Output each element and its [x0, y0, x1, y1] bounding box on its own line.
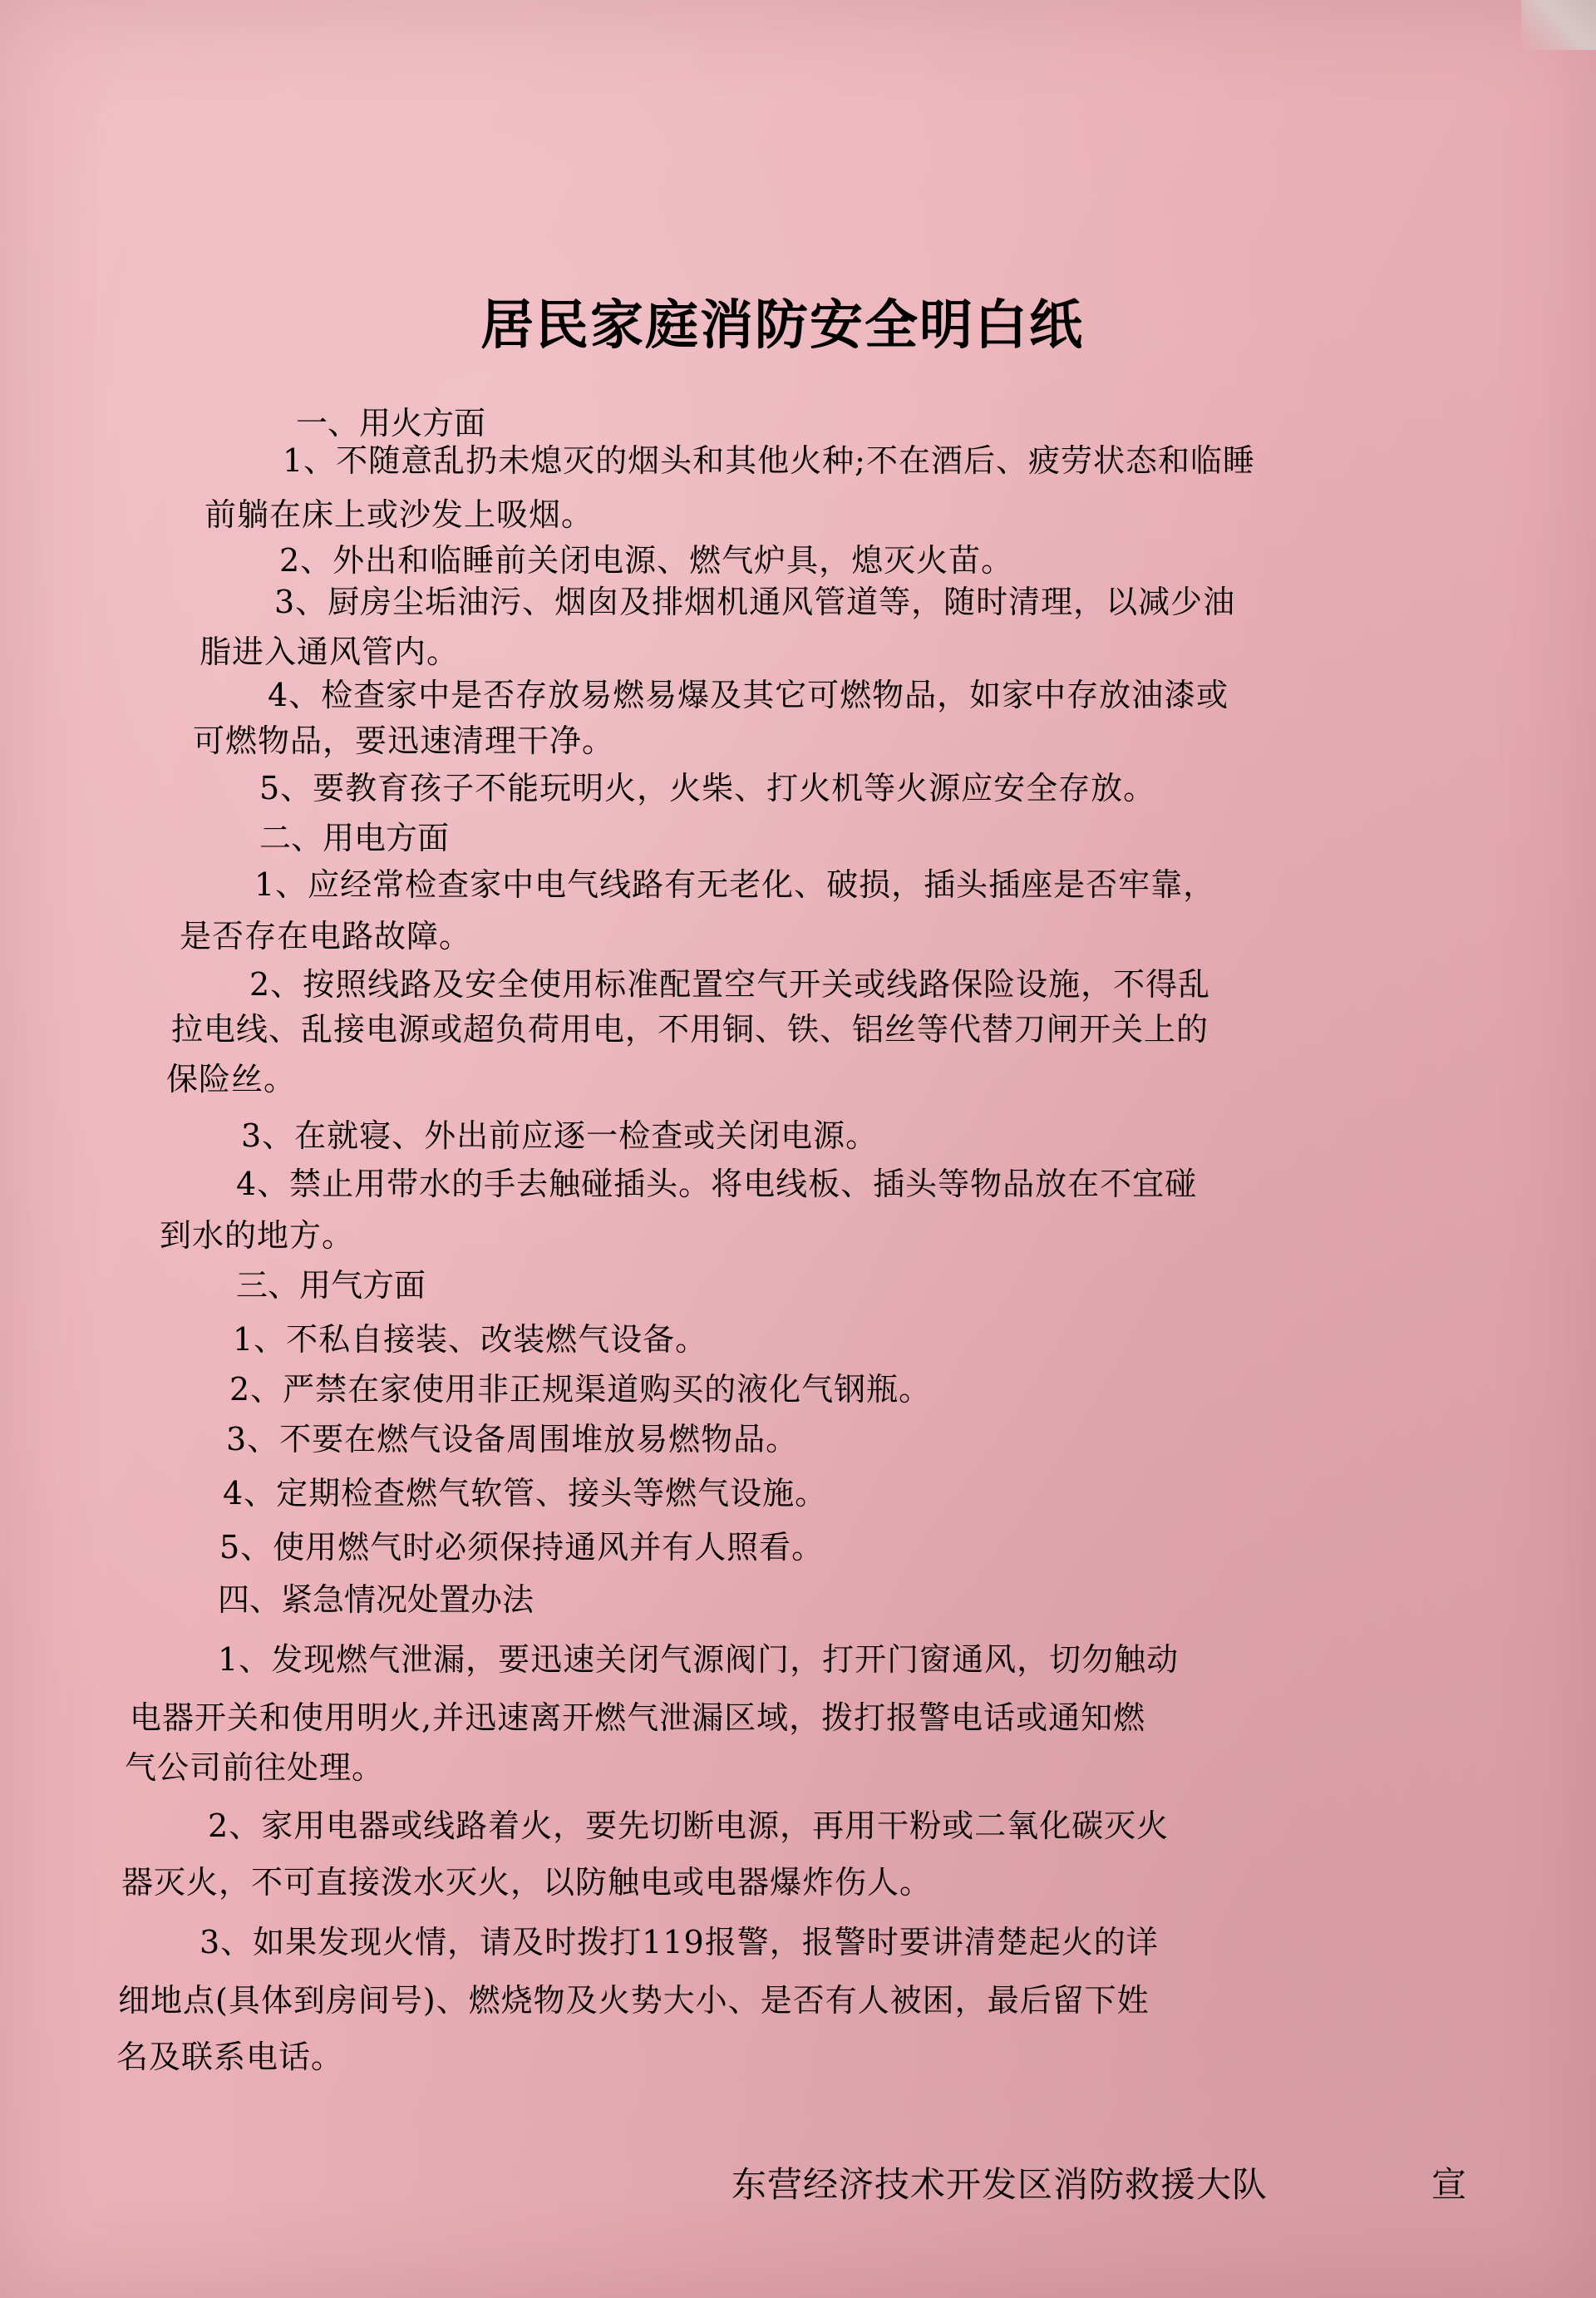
- section-1-line-7: 可燃物品，要迅速清理干净。: [193, 722, 615, 759]
- section-1-line-6: 4、检查家中是否存放易燃易爆及其它可燃物品，如家中存放油漆或: [268, 677, 1229, 713]
- section-4-line-8: 名及联系电话。: [116, 2039, 344, 2075]
- section-1-line-8: 5、要教育孩子不能玩明火，火柴、打火机等火源应安全存放。: [259, 770, 1156, 806]
- section-2-line-7: 4、禁止用带水的手去触碰插头。将电线板、插头等物品放在不宜碰: [236, 1166, 1198, 1202]
- section-heading-emergency-handling: 四、紧急情况处置办法: [218, 1581, 534, 1618]
- section-1-line-4: 3、厨房尘垢油污、烟囱及排烟机通风管道等，随时清理，以减少油: [274, 584, 1236, 620]
- section-heading-gas-use: 三、用气方面: [236, 1267, 426, 1304]
- section-heading-fire-use: 一、用火方面: [296, 405, 486, 441]
- section-4-line-4: 2、家用电器或线路着火，要先切断电源，再用干粉或二氧化碳灭火: [208, 1807, 1170, 1844]
- section-2-line-4: 拉电线、乱接电源或超负荷用电，不用铜、铁、铝丝等代替刀闸开关上的: [171, 1011, 1209, 1048]
- section-2-line-1: 1、应经常检查家中电气线路有无老化、破损，插头插座是否牢靠，: [254, 866, 1216, 903]
- section-3-line-4: 4、定期检查燃气软管、接头等燃气设施。: [223, 1475, 828, 1511]
- section-4-line-6: 3、如果发现火情，请及时拨打119报警，报警时要讲清楚起火的详: [200, 1924, 1159, 1960]
- section-3-line-1: 1、不私自接装、改装燃气设备。: [233, 1321, 708, 1358]
- issuer-suffix: 宣: [1431, 2164, 1468, 2205]
- section-1-line-1: 1、不随意乱扔未熄灭的烟头和其他火种;不在酒后、疲劳状态和临睡: [283, 442, 1255, 479]
- section-1-line-5: 脂进入通风管内。: [200, 634, 460, 670]
- section-4-line-7: 细地点(具体到房间号)、燃烧物及火势大小、是否有人被困，最后留下姓: [118, 1982, 1150, 2019]
- issuer-signature: 东营经济技术开发区消防救援大队: [732, 2164, 1268, 2205]
- section-3-line-2: 2、严禁在家使用非正规渠道购买的液化气钢瓶。: [229, 1371, 932, 1408]
- document-title: 居民家庭消防安全明白纸: [480, 294, 1084, 357]
- section-1-line-3: 2、外出和临睡前关闭电源、燃气炉具，熄灭火苗。: [279, 542, 1014, 579]
- section-4-line-1: 1、发现燃气泄漏，要迅速关闭气源阀门，打开门窗通风，切勿触动: [218, 1641, 1180, 1678]
- section-4-line-3: 气公司前往处理。: [125, 1749, 385, 1786]
- section-2-line-5: 保险丝。: [166, 1061, 297, 1097]
- section-heading-electricity-use: 二、用电方面: [259, 820, 450, 856]
- section-2-line-6: 3、在就寝、外出前应逐一检查或关闭电源。: [241, 1117, 879, 1154]
- section-3-line-5: 5、使用燃气时必须保持通风并有人照看。: [219, 1529, 825, 1566]
- section-2-line-3: 2、按照线路及安全使用标准配置空气开关或线路保险设施，不得乱: [249, 966, 1211, 1003]
- section-4-line-2: 电器开关和使用明火,并迅速离开燃气泄漏区域，拨打报警电话或通知燃: [130, 1699, 1146, 1736]
- section-2-line-2: 是否存在电路故障。: [180, 918, 472, 954]
- section-1-line-2: 前躺在床上或沙发上吸烟。: [204, 496, 594, 533]
- section-4-line-5: 器灭火，不可直接泼水灭火，以防触电或电器爆炸伤人。: [121, 1864, 933, 1901]
- section-2-line-8: 到水的地方。: [160, 1217, 355, 1254]
- section-3-line-3: 3、不要在燃气设备周围堆放易燃物品。: [226, 1421, 799, 1457]
- background-corner: [1521, 0, 1596, 50]
